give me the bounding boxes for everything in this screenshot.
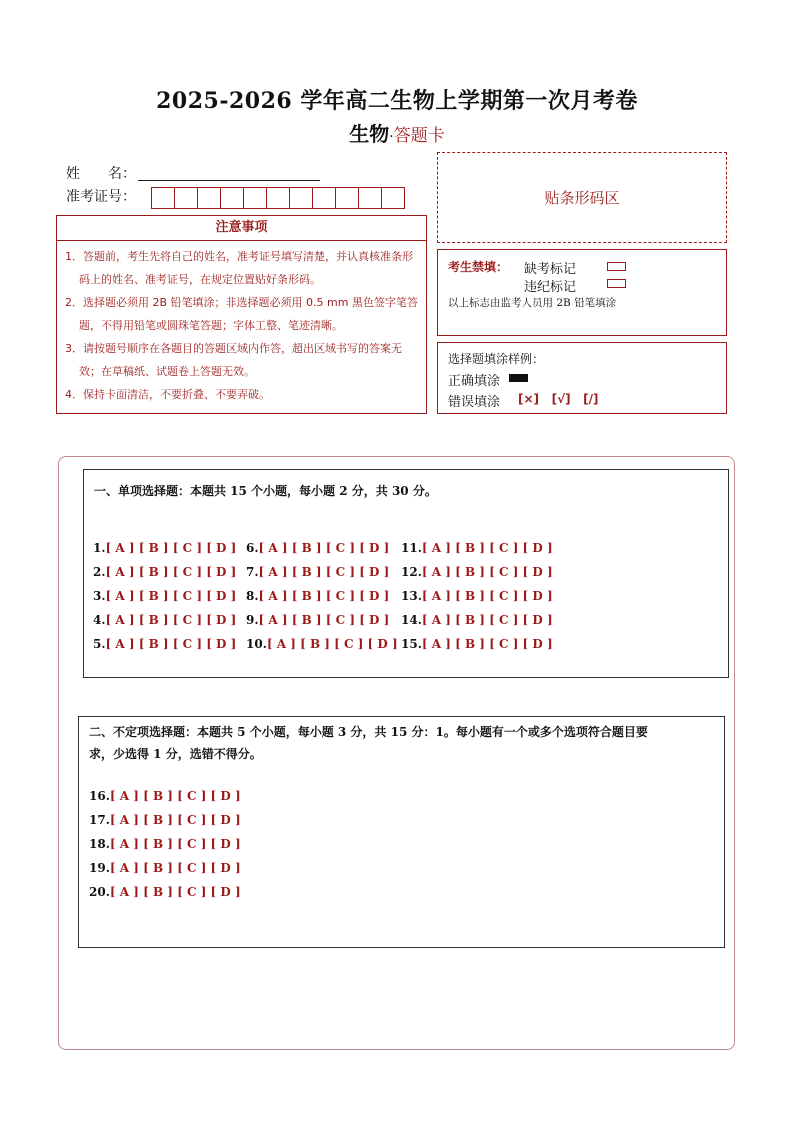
violation-mark-box[interactable] [607, 279, 626, 288]
answer-options[interactable]: [ A ] [ B ] [ C ] [ D ] [105, 637, 237, 651]
question-row [93, 613, 236, 627]
answer-options[interactable]: [ A ] [ B ] [ C ] [ D ] [109, 837, 241, 851]
sample-title: 选择题填涂样例： [448, 352, 545, 366]
question-number: 12. [401, 565, 422, 579]
notice-item: 3．请按题号顺序在各题目的答题区域内作答，超出区域书写的答案无效；在草稿纸、试题卷上答题无效。 [65, 342, 402, 378]
id-label: 准考证号： [66, 189, 136, 205]
question-number: 7. [246, 565, 259, 579]
sample-box [437, 342, 727, 414]
question-row [401, 589, 553, 603]
id-digit-box[interactable] [381, 187, 405, 209]
question-number: 19. [89, 861, 110, 875]
question-number: 9. [246, 613, 259, 627]
answer-options[interactable]: [ A ] [ B ] [ C ] [ D ] [266, 637, 398, 651]
question-row [93, 637, 236, 651]
answer-options[interactable]: [ A ] [ B ] [ C ] [ D ] [421, 565, 553, 579]
question-number: 17. [89, 813, 110, 827]
question-row [401, 637, 553, 651]
question-number: 1. [93, 541, 106, 555]
forbid-label: 考生禁填： [448, 260, 509, 274]
id-digit-box[interactable] [151, 187, 175, 209]
question-number: 4. [93, 613, 106, 627]
answer-options[interactable]: [ A ] [ B ] [ C ] [ D ] [421, 613, 553, 627]
question-number: 16. [89, 789, 110, 803]
wrong-mark: [√] [551, 392, 571, 406]
question-number: 18. [89, 837, 110, 851]
question-row [93, 565, 236, 579]
question-number: 15. [401, 637, 422, 651]
id-digit-box[interactable] [335, 187, 359, 209]
question-number: 8. [246, 589, 259, 603]
answer-options[interactable]: [ A ] [ B ] [ C ] [ D ] [105, 613, 237, 627]
absent-label: 缺考标记 [524, 262, 577, 277]
question-row [246, 589, 389, 603]
section-2-heading-line2: 求，少选得 1 分，选错不得分。 [89, 747, 262, 761]
answer-options[interactable]: [ A ] [ B ] [ C ] [ D ] [105, 589, 237, 603]
question-number: 2. [93, 565, 106, 579]
card-label: 答题卡 [393, 126, 445, 146]
subtitle-separator: · [389, 129, 394, 145]
question-number: 14. [401, 613, 422, 627]
filled-mark-sample [509, 374, 528, 382]
question-row [89, 789, 241, 803]
violation-label: 违纪标记 [524, 280, 577, 295]
exam-id-boxes[interactable] [151, 187, 404, 209]
wrong-mark: [×] [518, 392, 540, 406]
id-digit-box[interactable] [289, 187, 313, 209]
answer-options[interactable]: [ A ] [ B ] [ C ] [ D ] [109, 789, 241, 803]
answer-options[interactable]: [ A ] [ B ] [ C ] [ D ] [109, 813, 241, 827]
notice-title: 注意事项 [57, 216, 426, 241]
question-row [246, 613, 389, 627]
id-digit-box[interactable] [266, 187, 290, 209]
barcode-label: 贴条形码区 [544, 189, 620, 207]
question-row [89, 861, 241, 875]
wrong-mark: [/] [583, 392, 599, 406]
answer-options[interactable]: [ A ] [ B ] [ C ] [ D ] [421, 541, 553, 555]
question-number: 11. [401, 541, 422, 555]
section-2-box [78, 716, 725, 948]
answer-options[interactable]: [ A ] [ B ] [ C ] [ D ] [258, 613, 390, 627]
notice-item: 4．保持卡面清洁，不要折叠、不要弄破。 [65, 388, 270, 401]
answer-options[interactable]: [ A ] [ B ] [ C ] [ D ] [105, 541, 237, 555]
question-row [401, 613, 553, 627]
question-number: 3. [93, 589, 106, 603]
question-row [93, 589, 236, 603]
answer-options[interactable]: [ A ] [ B ] [ C ] [ D ] [421, 637, 553, 651]
question-row [401, 565, 553, 579]
notice-item: 2．选择题必须用 2B 铅笔填涂；非选择题必须用 0.5 mm 黑色签字笔答题，不得用铅笔或圆珠笔答题；字体工整、笔迹清晰。 [65, 296, 418, 332]
id-digit-box[interactable] [220, 187, 244, 209]
id-digit-box[interactable] [243, 187, 267, 209]
question-row [89, 813, 241, 827]
absent-mark-box[interactable] [607, 262, 626, 271]
correct-label: 正确填涂 [448, 374, 501, 389]
wrong-label: 错误填涂 [448, 395, 501, 410]
card-subtitle [0, 118, 794, 147]
question-row [89, 837, 241, 851]
question-row [93, 541, 236, 555]
question-row [89, 885, 241, 899]
notice-box [56, 215, 427, 414]
subject-label: 生物 [349, 122, 390, 146]
forbid-box [437, 249, 727, 336]
section-1-box [83, 469, 729, 678]
question-number: 6. [246, 541, 259, 555]
id-digit-box[interactable] [197, 187, 221, 209]
id-digit-box[interactable] [174, 187, 198, 209]
section-2-heading-line1: 二、不定项选择题：本题共 5 个小题，每小题 3 分，共 15 分：1。每小题有一个或多个选项符合题目要 [89, 725, 648, 739]
answer-options[interactable]: [ A ] [ B ] [ C ] [ D ] [421, 589, 553, 603]
answer-options[interactable]: [ A ] [ B ] [ C ] [ D ] [109, 885, 241, 899]
question-number: 10. [246, 637, 267, 651]
answer-options[interactable]: [ A ] [ B ] [ C ] [ D ] [105, 565, 237, 579]
id-digit-box[interactable] [312, 187, 336, 209]
question-number: 20. [89, 885, 110, 899]
barcode-area [437, 152, 727, 243]
answer-options[interactable]: [ A ] [ B ] [ C ] [ D ] [258, 589, 390, 603]
question-number: 13. [401, 589, 422, 603]
id-digit-box[interactable] [358, 187, 382, 209]
question-row [246, 565, 389, 579]
question-number: 5. [93, 637, 106, 651]
name-label: 姓 名： [66, 166, 136, 182]
notice-item: 1．答题前，考生先将自己的姓名，准考证号填写清楚，并认真核准条形码上的姓名、准考证号，在规定位置贴好条形码。 [65, 250, 413, 286]
question-row [246, 637, 398, 651]
question-row [246, 541, 389, 555]
answer-options[interactable]: [ A ] [ B ] [ C ] [ D ] [109, 861, 241, 875]
wrong-marks [518, 392, 598, 406]
section-1-heading: 一、单项选择题：本题共 15 个小题，每小题 2 分，共 30 分。 [94, 484, 437, 498]
answer-options[interactable]: [ A ] [ B ] [ C ] [ D ] [258, 565, 390, 579]
answer-options[interactable]: [ A ] [ B ] [ C ] [ D ] [258, 541, 390, 555]
question-row [401, 541, 553, 555]
name-field[interactable] [138, 162, 320, 181]
page-title: 2025-2026 学年高二生物上学期第一次月考卷 [156, 88, 638, 114]
forbid-note: 以上标志由监考人员用 2B 铅笔填涂 [448, 297, 617, 309]
